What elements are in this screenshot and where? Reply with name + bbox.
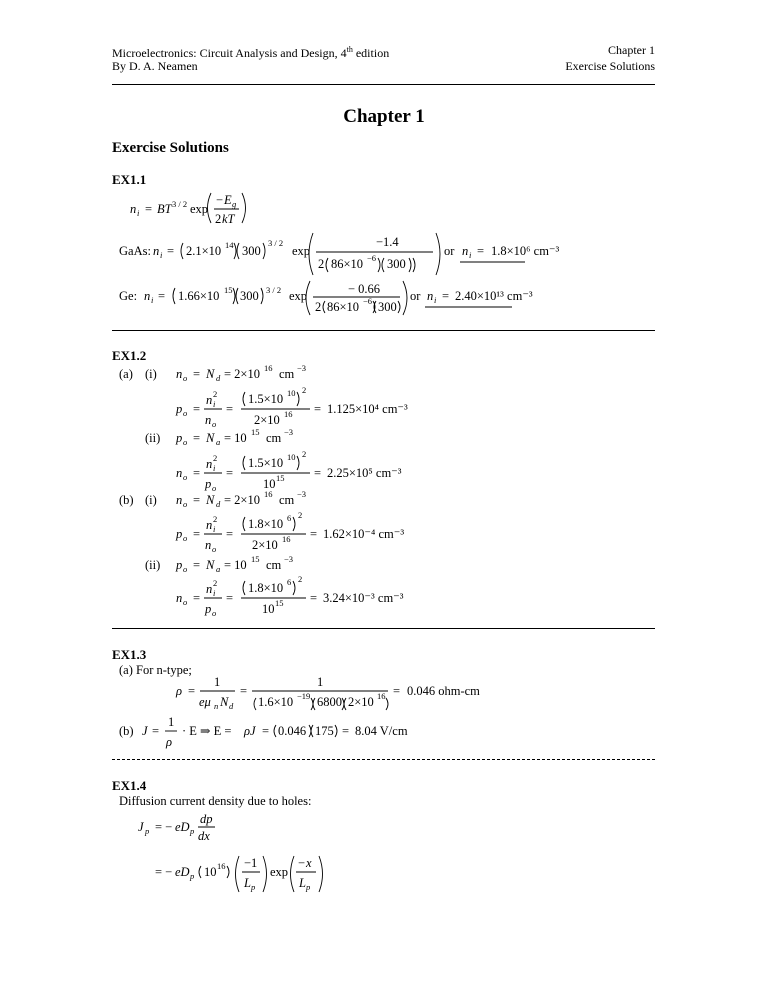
ex1-3-e-result: 8.04 V/cm [355,724,408,738]
svg-text:=: = [226,527,234,541]
svg-text:6: 6 [287,577,292,587]
svg-text:2: 2 [213,453,218,463]
svg-text:L: L [299,876,306,890]
svg-text:p: p [205,477,212,491]
svg-text:o: o [183,408,188,418]
svg-text:p: p [190,826,195,836]
svg-text:= 2×10: = 2×10 [224,493,260,507]
svg-text:2: 2 [213,389,218,399]
ge-or: or [410,289,421,303]
svg-text:n: n [206,457,213,471]
svg-text:p: p [176,402,183,416]
svg-text:=: = [193,367,201,381]
svg-text:p: p [176,558,183,572]
svg-text:−19: −19 [297,691,311,701]
svg-text:15: 15 [275,598,284,608]
svg-text:10: 10 [263,477,276,491]
svg-text:n: n [176,367,183,381]
header-chapter: Chapter 1 [608,43,655,57]
svg-text:15: 15 [251,427,260,437]
svg-text:1.8×10: 1.8×10 [248,517,284,531]
svg-text:1.6×10: 1.6×10 [258,695,294,709]
svg-text:= 10: = 10 [224,558,247,572]
svg-text:i: i [213,463,216,473]
svg-text:2: 2 [213,578,218,588]
svg-text:n: n [214,701,219,711]
svg-text:1: 1 [168,715,175,729]
svg-text:2: 2 [318,257,325,271]
svg-text:−1.4: −1.4 [376,235,399,249]
svg-text:n: n [462,244,469,258]
svg-text:J: J [138,820,144,834]
svg-text:=: = [193,527,201,541]
svg-text:N: N [206,558,215,572]
svg-text:cm: cm [266,558,282,572]
svg-text:i: i [160,250,163,260]
svg-text:15: 15 [276,473,285,483]
svg-text:−: − [298,856,306,870]
svg-text:2×10: 2×10 [348,695,374,709]
svg-text:10: 10 [287,452,296,462]
svg-text:16: 16 [264,363,273,373]
svg-text:1.66×10: 1.66×10 [178,289,220,303]
svg-text:ρ: ρ [176,684,182,698]
svg-text:x: x [306,856,312,870]
svg-text:= −: = − [155,865,173,879]
svg-text:16: 16 [282,534,291,544]
svg-text:n: n [206,582,213,596]
svg-text:=: = [226,466,234,480]
svg-text:=: = [262,724,270,738]
svg-text:p: p [306,882,311,892]
svg-text:p: p [176,527,183,541]
svg-text:14: 14 [225,240,234,250]
svg-text:n: n [206,518,213,532]
svg-text:3 / 2: 3 / 2 [268,238,284,248]
svg-text:i: i [434,295,437,305]
svg-text:=: = [240,684,248,698]
svg-text:=: = [193,431,201,445]
svg-text:o: o [183,564,188,574]
gaas-or: or [444,244,455,258]
svg-text:=: = [193,558,201,572]
svg-text:300: 300 [378,300,397,314]
svg-text:= −: = − [155,820,173,834]
svg-text:o: o [212,608,217,618]
svg-text:16: 16 [217,861,226,871]
svg-text:(a): (a) [119,367,133,381]
svg-text:6800: 6800 [317,695,342,709]
svg-text:(b): (b) [119,724,134,738]
svg-text:o: o [212,419,217,429]
svg-text:10: 10 [287,388,296,398]
svg-text:(i): (i) [145,367,157,381]
svg-text:2.1×10: 2.1×10 [186,244,222,258]
svg-text:p: p [190,871,195,881]
svg-text:exp: exp [190,202,209,216]
svg-text:p: p [251,882,256,892]
svg-text:=: = [226,402,234,416]
svg-text:1.5×10: 1.5×10 [248,456,284,470]
section-title: Exercise Solutions [112,140,229,156]
svg-text:=: = [226,591,234,605]
ex1-4-label: EX1.4 [112,778,147,793]
svg-text:N: N [206,431,215,445]
svg-text:a: a [216,564,221,574]
svg-text:=: = [152,724,160,738]
svg-text:n: n [153,244,160,258]
svg-text:n: n [176,466,183,480]
svg-text:=: = [393,684,401,698]
svg-text:2×10: 2×10 [254,413,280,427]
svg-text:(b): (b) [119,493,134,507]
gaas-result: 1.8×10⁶ cm⁻³ [491,244,560,258]
svg-text:−3: −3 [297,363,307,373]
svg-text:N: N [220,695,229,709]
svg-text:=: = [167,244,175,258]
svg-text:(ii): (ii) [145,558,161,572]
ex1-2-result-2: 2.25×10⁵ cm⁻³ [327,466,402,480]
svg-text:− 0.66: − 0.66 [348,282,381,296]
ge-result: 2.40×10¹³ cm⁻³ [455,289,533,303]
svg-text:−3: −3 [284,554,294,564]
svg-text:o: o [212,483,217,493]
svg-text:= 2×10: = 2×10 [224,367,260,381]
svg-text:exp: exp [292,244,311,258]
svg-text:o: o [212,544,217,554]
svg-text:exp: exp [289,289,308,303]
svg-text:=: = [342,724,350,738]
svg-text:o: o [183,597,188,607]
svg-text:g: g [232,199,237,209]
header-book-title: Microelectronics: Circuit Analysis and Design, 4th edition [112,45,390,60]
svg-text:= 10: = 10 [224,431,247,445]
svg-text:n: n [176,493,183,507]
svg-text:300: 300 [240,289,259,303]
ex1-4-intro: Diffusion current density due to holes: [119,794,312,808]
svg-text:175: 175 [315,724,334,738]
svg-text:n: n [176,591,183,605]
svg-text:o: o [183,373,188,383]
ex1-3-part-a: (a) For n-type; [119,663,192,677]
svg-text:6: 6 [287,513,292,523]
svg-text:3 / 2: 3 / 2 [172,199,188,209]
page-title: Chapter 1 [343,106,425,127]
svg-text:=: = [145,202,153,216]
svg-text:=: = [188,684,196,698]
svg-text:n: n [144,289,151,303]
svg-text:−6: −6 [363,296,373,306]
svg-text:i: i [213,524,216,534]
svg-text:=: = [314,402,322,416]
svg-text:n: n [130,202,137,216]
svg-text:16: 16 [284,409,293,419]
ex1-3-rho-result: 0.046 ohm-cm [407,684,480,698]
svg-text:=: = [158,289,166,303]
svg-text:=: = [310,527,318,541]
svg-text:=: = [193,493,201,507]
svg-text:−1: −1 [244,856,258,870]
svg-text:10: 10 [204,865,217,879]
svg-text:p: p [176,431,183,445]
svg-text:−3: −3 [284,427,294,437]
svg-text:15: 15 [251,554,260,564]
svg-text:J: J [142,724,148,738]
svg-text:=: = [193,402,201,416]
ex1-1-label: EX1.1 [112,172,147,187]
svg-text:−: − [216,193,224,207]
svg-text:2: 2 [298,574,303,584]
svg-text:2: 2 [213,514,218,524]
svg-text:cm: cm [279,493,295,507]
svg-text:2: 2 [302,385,307,395]
svg-text:d: d [229,701,234,711]
svg-text:p: p [205,602,212,616]
svg-text:=: = [442,289,450,303]
svg-text:2: 2 [302,449,307,459]
svg-text:eD: eD [175,820,190,834]
svg-text:E: E [224,193,232,207]
svg-text:N: N [206,367,215,381]
ex1-2-result-4: 3.24×10⁻³ cm⁻³ [323,591,404,605]
svg-text:=: = [193,466,201,480]
svg-text:2: 2 [315,300,322,314]
svg-text:=: = [193,591,201,605]
svg-text:i: i [213,399,216,409]
svg-text:=: = [314,466,322,480]
svg-text:16: 16 [377,691,386,701]
svg-text:o: o [183,533,188,543]
svg-text:dp: dp [200,812,213,826]
svg-text:n: n [206,393,213,407]
svg-text:a: a [216,437,221,447]
svg-text:2×10: 2×10 [252,538,278,552]
svg-text:1: 1 [317,675,324,689]
svg-text:2: 2 [298,510,303,520]
svg-text:N: N [206,493,215,507]
svg-text:eD: eD [175,865,190,879]
svg-text:0.046: 0.046 [278,724,307,738]
svg-text:=: = [310,591,318,605]
svg-text:300: 300 [387,257,406,271]
header-author: By D. A. Neamen [112,59,198,73]
svg-text:· E ⇒ E =: · E ⇒ E = [182,724,232,738]
header-subtitle: Exercise Solutions [565,59,655,73]
svg-text:i: i [151,295,154,305]
svg-text:eμ: eμ [199,695,211,709]
svg-text:(i): (i) [145,493,157,507]
svg-text:BT: BT [157,202,172,216]
svg-text:exp: exp [270,865,289,879]
svg-text:o: o [183,499,188,509]
svg-text:n: n [205,413,212,427]
svg-text:d: d [216,373,221,383]
svg-text:(ii): (ii) [145,431,161,445]
ex1-2-result-3: 1.62×10⁻⁴ cm⁻³ [323,527,405,541]
svg-text:3 / 2: 3 / 2 [266,285,282,295]
svg-text:−3: −3 [297,489,307,499]
ge-label: Ge: [119,289,138,303]
svg-text:i: i [213,588,216,598]
svg-text:cm: cm [279,367,295,381]
svg-text:kT: kT [222,212,235,226]
svg-text:86×10: 86×10 [327,300,360,314]
svg-text:n: n [427,289,434,303]
ex1-2-label: EX1.2 [112,348,147,363]
ex1-3-label: EX1.3 [112,647,147,662]
svg-text:i: i [469,250,472,260]
svg-text:16: 16 [264,489,273,499]
svg-text:n: n [205,538,212,552]
svg-text:1: 1 [214,675,221,689]
svg-text:dx: dx [198,829,210,843]
svg-text:15: 15 [224,285,233,295]
svg-text:10: 10 [262,602,275,616]
svg-text:o: o [183,472,188,482]
svg-text:d: d [216,499,221,509]
svg-text:=: = [477,244,485,258]
svg-text:−6: −6 [367,253,377,263]
svg-text:ρ: ρ [166,735,172,749]
svg-text:2: 2 [215,212,222,226]
ex1-2-result-1: 1.125×10⁴ cm⁻³ [327,402,408,416]
svg-text:i: i [137,208,140,218]
svg-text:ρJ: ρJ [244,724,256,738]
svg-text:300: 300 [242,244,261,258]
svg-text:cm: cm [266,431,282,445]
gaas-label: GaAs: [119,244,151,258]
svg-text:o: o [183,437,188,447]
svg-text:86×10: 86×10 [331,257,364,271]
svg-text:L: L [244,876,251,890]
svg-text:1.8×10: 1.8×10 [248,581,284,595]
svg-text:1.5×10: 1.5×10 [248,392,284,406]
svg-text:p: p [145,826,150,836]
